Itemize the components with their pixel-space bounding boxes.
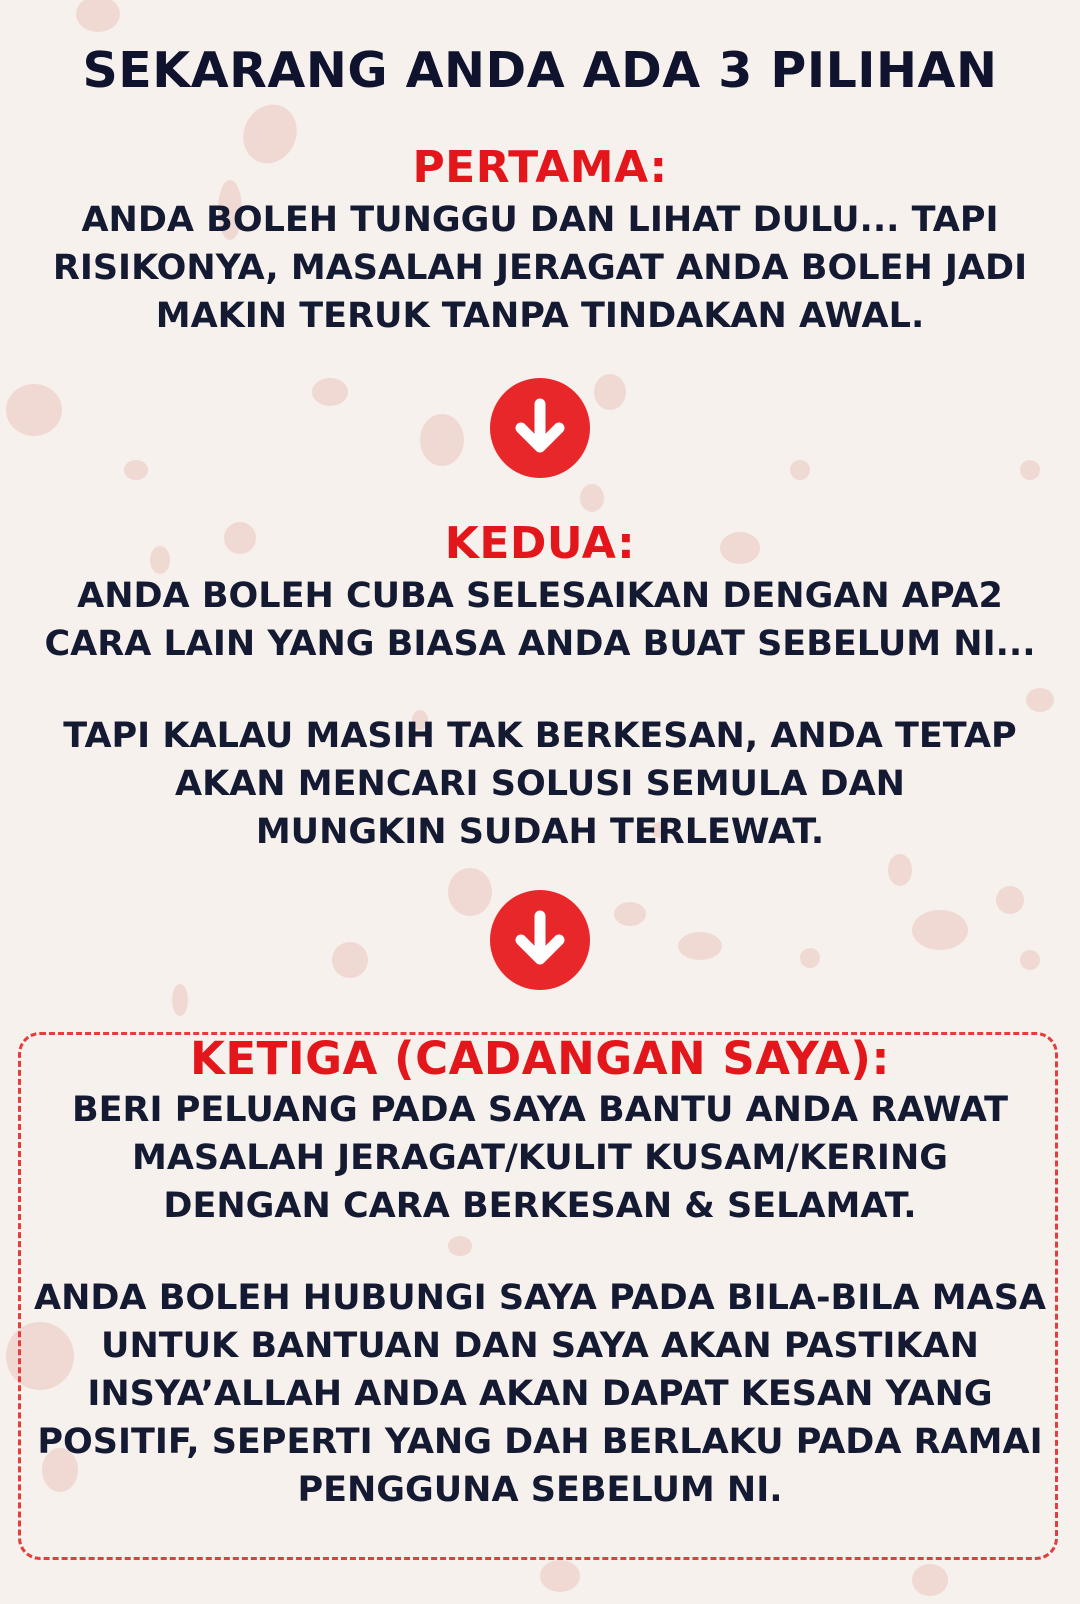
- kedua-paragraph-2: [20, 712, 1060, 856]
- pertama-line-2-c: ANDA BOLEH JADI: [663, 248, 1028, 288]
- ketiga-paragraph-1: [20, 1086, 1060, 1230]
- ketiga-paragraph-2: [20, 1274, 1060, 1514]
- ketiga-line-5: UNTUK BANTUAN DAN SAYA AKAN PASTIKAN: [101, 1326, 979, 1366]
- pertama-line-2-a: RISIKONYA,: [52, 248, 291, 288]
- ketiga-line-4: ANDA BOLEH HUBUNGI SAYA PADA BILA-BILA MASA: [33, 1278, 1047, 1318]
- pertama-text: [20, 196, 1060, 340]
- kedua-line-3: TAPI KALAU MASIH TAK BERKESAN, ANDA TETAP: [63, 716, 1017, 756]
- kedua-line-4: AKAN MENCARI SOLUSI SEMULA DAN: [175, 764, 905, 804]
- kedua-line-1: ANDA BOLEH CUBA SELESAIKAN DENGAN APA2: [77, 576, 1003, 616]
- kedua-paragraph-1: [20, 572, 1060, 668]
- kedua-heading: KEDUA:: [444, 518, 636, 569]
- ketiga-line-3: DENGAN CARA BERKESAN & SELAMAT.: [163, 1186, 917, 1226]
- arrow-down-circle-icon: [490, 378, 590, 478]
- kedua-line-2: CARA LAIN YANG BIASA ANDA BUAT SEBELUM NI...: [44, 624, 1036, 664]
- page-title: SEKARANG ANDA ADA 3 PILIHAN: [82, 42, 998, 99]
- ketiga-line-1: BERI PELUANG PADA SAYA BANTU ANDA RAWAT: [71, 1090, 1009, 1130]
- kedua-line-5: MUNGKIN SUDAH TERLEWAT.: [255, 812, 825, 852]
- ketiga-line-6: INSYA’ALLAH ANDA AKAN DAPAT KESAN YANG: [87, 1374, 993, 1414]
- pertama-line-3: MAKIN TERUK TANPA TINDAKAN AWAL.: [155, 296, 925, 336]
- pertama-line-1: ANDA BOLEH TUNGGU DAN LIHAT DULU... TAPI: [81, 200, 999, 240]
- arrow-down-circle-icon: [490, 890, 590, 990]
- ketiga-line-8: PENGGUNA SEBELUM NI.: [297, 1470, 783, 1510]
- ketiga-line-7: POSITIF, SEPERTI YANG DAH BERLAKU PADA RAMAI: [37, 1422, 1043, 1462]
- ketiga-highlight: MASALAH JERAGAT/KULIT KUSAM/KERING: [132, 1138, 948, 1178]
- pertama-heading: PERTAMA:: [412, 142, 668, 193]
- ketiga-heading: KETIGA (CADANGAN SAYA):: [190, 1032, 890, 1085]
- pertama-highlight: MASALAH JERAGAT: [290, 248, 664, 288]
- pertama-line-2: [20, 244, 1060, 292]
